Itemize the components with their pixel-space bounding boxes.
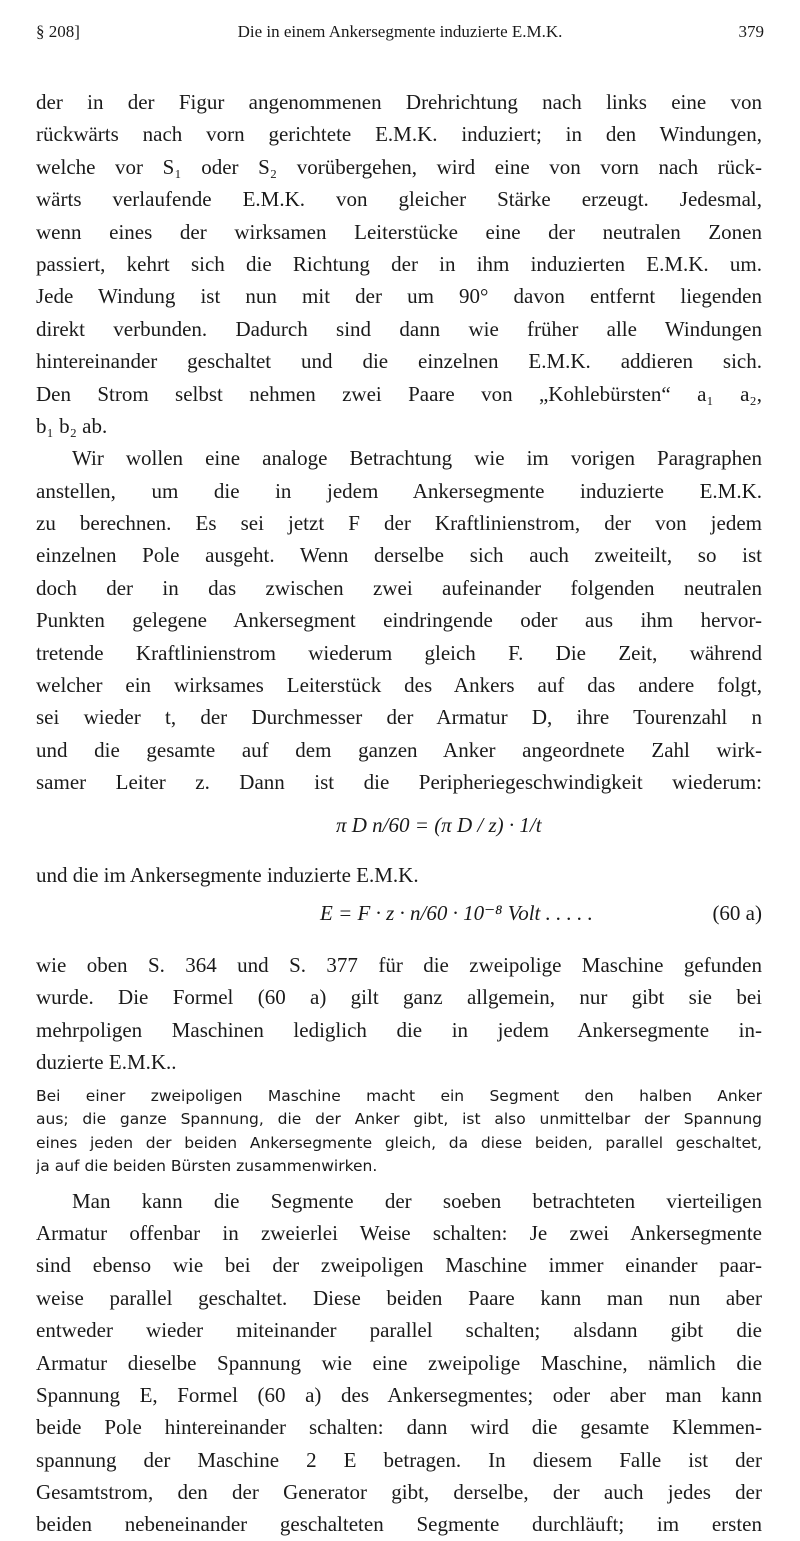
running-title: Die in einem Ankersegmente induzierte E.M.K. — [237, 22, 563, 41]
text-line: duzierte E.M.K.. — [36, 1050, 177, 1075]
formula-text: π D n/60 = (π D / z) · 1/t — [336, 812, 542, 837]
text-line: und die im Ankersegmente induzierte E.M.K. — [36, 862, 419, 887]
formula-peripheral-speed — [36, 799, 762, 859]
page-number: 379 — [738, 22, 764, 41]
text-line: entweder wieder miteinander parallel schalten; alsdann gibt die — [36, 1318, 762, 1343]
text-line: einzelnen Pole ausgeht. Wenn derselbe sich auch zweiteilt, so ist — [36, 543, 762, 568]
paragraph-3 — [36, 949, 762, 1079]
text-line: sei wieder t, der Durchmesser der Armatur D, ihre Tourenzahl n — [36, 705, 762, 730]
note-line: Bei einer zweipoligen Maschine macht ein Segment den halben Anker — [36, 1086, 762, 1105]
paragraph-2 — [36, 442, 762, 798]
text-line: direkt verbunden. Dadurch sind dann wie früher alle Windungen — [36, 316, 762, 341]
text-line: Punkten gelegene Ankersegment eindringende oder aus ihm hervor- — [36, 608, 762, 633]
text-line: anstellen, um die in jedem Ankersegmente induzierte E.M.K. — [36, 478, 762, 503]
paragraph-4 — [36, 1185, 762, 1541]
text-line: Armatur offenbar in zweierlei Weise schalten: Je zwei Ankersegmente — [36, 1220, 762, 1245]
paragraph-1 — [36, 86, 762, 442]
text-line: und die gesamte auf dem ganzen Anker angeordnete Zahl wirk- — [36, 737, 762, 762]
text-line: Gesamtstrom, den der Generator gibt, derselbe, der auch jedes der — [36, 1480, 762, 1505]
section-number: § 208] — [36, 22, 80, 41]
text-line: der in der Figur angenommenen Drehrichtung nach links eine von — [36, 90, 762, 114]
text-line: Armatur dieselbe Spannung wie eine zweipolige Maschine, nämlich die — [36, 1350, 762, 1375]
text-line: beiden nebeneinander geschalteten Segmente durchläuft; im ersten — [36, 1512, 762, 1537]
text-line: wärts verlaufende E.M.K. von gleicher Stärke erzeugt. Jedesmal, — [36, 187, 762, 212]
text-line: Wir wollen eine analoge Betrachtung wie im vorigen Paragraphen — [72, 446, 762, 471]
running-header — [36, 22, 764, 52]
text-line: Den Strom selbst nehmen zwei Paare von „Kohlebürsten“ a₁ a₂, — [36, 381, 762, 406]
text-line: mehrpoligen Maschinen lediglich die in jedem Ankersegmente in- — [36, 1017, 762, 1042]
formula-expression: E = F · z · n/60 · 10⁻⁸ Volt . . . . . — [320, 900, 593, 925]
text-line: weise parallel geschaltet. Diese beiden Paare kann man nun aber — [36, 1285, 762, 1310]
text-line: wenn eines der wirksamen Leiterstücke eine der neutralen Zonen — [36, 219, 762, 244]
text-line: rückwärts nach vorn gerichtete E.M.K. induziert; in den Windungen, — [36, 122, 762, 147]
text-line: b₁ b₂ ab. — [36, 413, 108, 438]
note-line: ja auf die beiden Bürsten zusammenwirken. — [36, 1157, 378, 1176]
text-line: beide Pole hintereinander schalten: dann wird die gesamte Klemmen- — [36, 1415, 762, 1440]
text-line: zu berechnen. Es sei jetzt F der Kraftlinienstrom, der von jedem — [36, 511, 762, 536]
body-text — [36, 86, 762, 1541]
text-line: sind ebenso wie bei der zweipoligen Maschine immer einander paar- — [36, 1253, 762, 1278]
text-line: passiert, kehrt sich die Richtung der in ihm induzierten E.M.K. um. — [36, 251, 762, 276]
text-line: samer Leiter z. Dann ist die Peripheriegeschwindigkeit wiederum: — [36, 770, 762, 795]
text-line: wurde. Die Formel (60 a) gilt ganz allgemein, nur gibt sie bei — [36, 985, 762, 1010]
text-line: doch der in das zwischen zwei aufeinander folgenden neutralen — [36, 575, 762, 600]
formula-emf — [36, 891, 762, 949]
text-line: hintereinander geschaltet und die einzelnen E.M.K. addieren sich. — [36, 349, 762, 374]
text-line: welcher ein wirksames Leiterstück des Ankers auf das andere folgt, — [36, 673, 762, 698]
text-line: Spannung E, Formel (60 a) des Ankersegmentes; oder aber man kann — [36, 1382, 762, 1407]
note-line: eines jeden der beiden Ankersegmente gleich, da diese beiden, parallel geschaltet, — [36, 1133, 762, 1152]
note-line: aus; die ganze Spannung, die der Anker gibt, ist also unmittelbar der Spannung — [36, 1110, 762, 1129]
small-print-note — [36, 1085, 762, 1179]
text-line: tretende Kraftlinienstrom wiederum gleich F. Die Zeit, während — [36, 640, 762, 665]
text-line: Jede Windung ist nun mit der um 90° davon entfernt liegenden — [36, 284, 762, 309]
text-line: Man kann die Segmente der soeben betrachteten vierteiligen — [72, 1188, 762, 1213]
text-line: welche vor S₁ oder S₂ vorübergehen, wird eine von vorn nach rück- — [36, 154, 762, 179]
equation-number: (60 a) — [712, 900, 762, 925]
text-line: wie oben S. 364 und S. 377 für die zweipolige Maschine gefunden — [36, 952, 762, 977]
text-line: spannung der Maschine 2 E betragen. In diesem Falle ist der — [36, 1447, 762, 1472]
